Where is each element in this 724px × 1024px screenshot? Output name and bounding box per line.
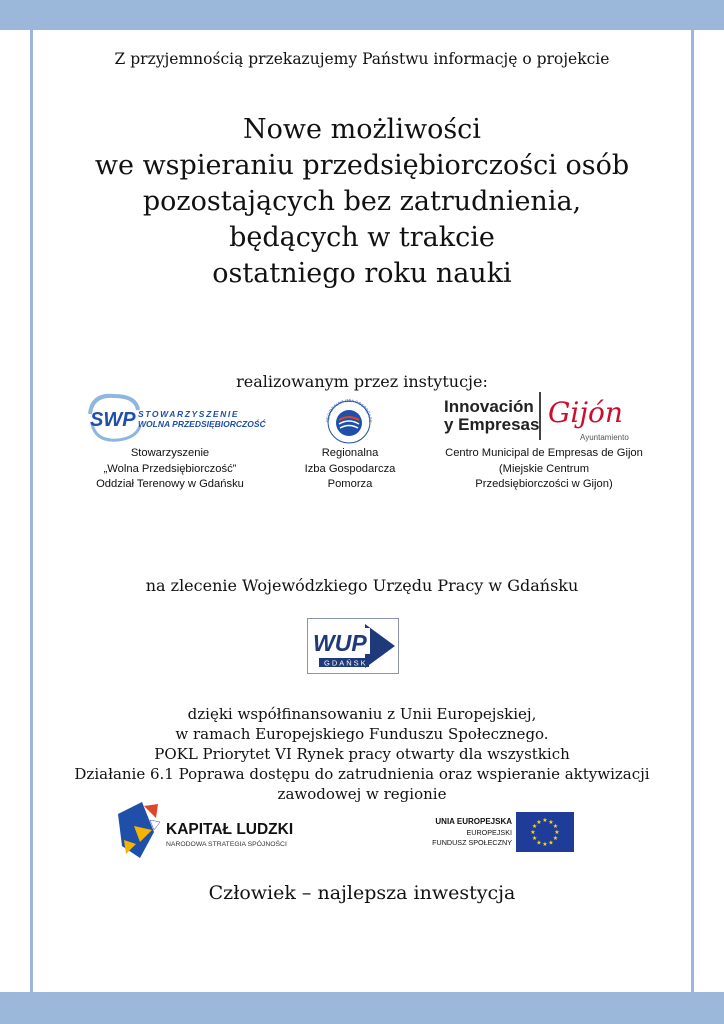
swp-logo-caption: WOLNA PRZEDSIĘBIORCZOŚĆ: [138, 419, 266, 429]
eu-funding-line: Działanie 6.1 Poprawa dostępu do zatrudnienia oraz wspieranie aktywizacji: [74, 765, 650, 783]
eu-star-icon: ★: [530, 829, 536, 837]
swp-logo-caption: STOWARZYSZENIE: [138, 409, 240, 419]
institution-line: (Miejskie Centrum: [498, 462, 590, 475]
eu-star-icon: ★: [542, 841, 548, 849]
eu-funding-line: w ramach Europejskiego Funduszu Społecznego.: [175, 725, 549, 743]
eu-funding-text: [40, 704, 684, 804]
title-line: we wspieraniu przedsiębiorczości osób: [94, 150, 630, 181]
frame-corner: [0, 992, 30, 1024]
ue-logo-line: EUROPEJSKI: [466, 828, 512, 837]
innovacion-gijon-logo: [444, 390, 648, 444]
kapital-ludzki-logo: [114, 800, 304, 862]
rig-pomorza-logo: [322, 398, 376, 446]
ue-logo-line: FUNDUSZ SPOŁECZNY: [432, 838, 512, 847]
institution-line: Oddział Terenowy w Gdańsku: [96, 478, 244, 490]
ue-logo-line: UNIA EUROPEJSKA: [435, 817, 512, 826]
eu-funding-line: POKL Priorytet VI Rynek pracy otwarty dla wszystkich: [154, 745, 570, 763]
ue-efs-logo: [428, 810, 576, 854]
frame-corner: [0, 0, 30, 30]
eu-star-icon: ★: [536, 839, 542, 847]
eu-star-icon: ★: [531, 823, 538, 831]
project-title: [40, 112, 684, 292]
ayuntamiento-text: Ayuntamiento: [580, 433, 629, 442]
wup-logo-mark: WUP: [313, 630, 367, 656]
frame-corner: [694, 0, 724, 30]
eu-star-icon: ★: [552, 835, 559, 843]
left-frame-border: [0, 0, 33, 1024]
title-line: będących w trakcie: [229, 222, 495, 253]
eu-star-icon: ★: [548, 818, 554, 826]
innovacion-logo-text: Innovación: [444, 397, 534, 416]
institution-line: Centro Municipal de Empresas de Gijon: [445, 447, 643, 459]
kapital-ludzki-subtitle: NARODOWA STRATEGIA SPÓJNOŚCI: [166, 841, 287, 848]
eu-star-icon: ★: [552, 823, 559, 831]
institution-line: Regionalna: [321, 447, 379, 459]
eu-funding-line: dzięki współfinansowaniu z Unii Europejskiej,: [187, 705, 537, 723]
motto-text: Człowiek – najlepsza inwestycja: [208, 882, 516, 904]
institution-line: „Wolna Przedsiębiorczość”: [103, 462, 237, 475]
eu-star-icon: ★: [554, 829, 560, 837]
eu-star-icon: ★: [531, 835, 538, 843]
institution-line: Stowarzyszenie: [130, 447, 210, 459]
institution-swp: [80, 446, 260, 493]
institution-line: Pomorza: [327, 478, 373, 490]
institution-line: Izba Gospodarcza: [304, 462, 396, 475]
eu-star-icon: ★: [548, 839, 554, 847]
right-frame-border: [691, 0, 724, 1024]
swp-logo: [86, 390, 266, 446]
intro-text: Z przyjemnością przekazujemy Państwu informację o projekcie: [114, 50, 610, 68]
innovacion-logo-text: y Empresas: [444, 415, 540, 434]
title-line: pozostających bez zatrudnienia,: [142, 186, 582, 217]
swp-logo-mark: SWP: [90, 409, 136, 431]
institution-gijon: [432, 446, 656, 493]
eu-star-icon: ★: [542, 817, 548, 825]
institution-line: Przedsiębiorczości w Gijon): [475, 478, 613, 490]
eu-funding-line: zawodowej w regionie: [277, 785, 447, 803]
wup-logo-caption: GDAŃSK: [324, 658, 368, 668]
rig-logo-lettering: REGIONALNA IZBA GOSPODARC: [324, 398, 374, 423]
top-frame-band: [0, 0, 724, 30]
commission-text: na zlecenie Wojewódzkiego Urzędu Pracy w Gdańsku: [145, 576, 579, 595]
title-line: Nowe możliwości: [243, 114, 481, 145]
title-line: ostatniego roku nauki: [212, 258, 512, 289]
frame-corner: [694, 992, 724, 1024]
bottom-frame-band: [0, 992, 724, 1024]
gijon-logo-text: Gijón: [548, 396, 623, 429]
wup-gdansk-logo: [307, 618, 399, 674]
institutions-heading: realizowanym przez instytucje:: [236, 372, 488, 391]
institution-rig: [290, 446, 410, 493]
eu-star-icon: ★: [536, 818, 542, 826]
kapital-ludzki-title: KAPITAŁ LUDZKI: [166, 821, 294, 838]
